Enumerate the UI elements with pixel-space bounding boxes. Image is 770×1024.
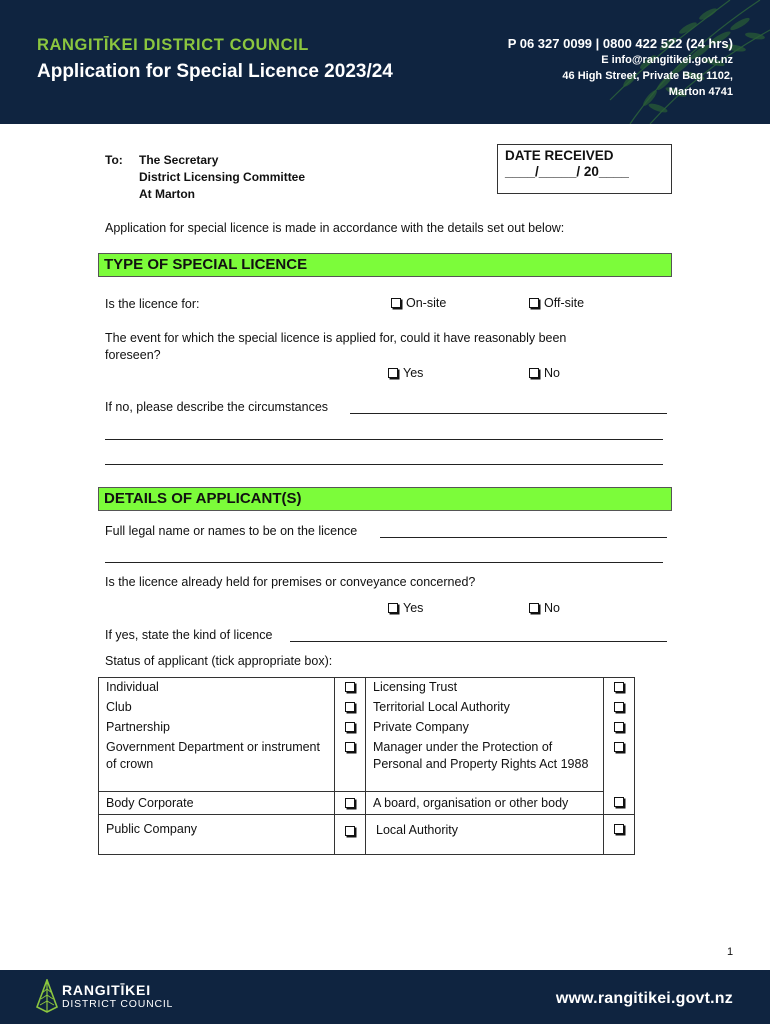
footer-website-link[interactable]: www.rangitikei.govt.nz [555,990,733,1007]
to-label: To: [105,153,123,167]
on-site-checkbox[interactable] [391,296,446,310]
status-board-organisation: A board, organisation or other body [366,791,604,814]
legal-name-question: Full legal name or names to be on the licence [105,524,358,538]
checkbox-icon [388,368,398,378]
status-local-authority-checkbox[interactable] [604,814,635,854]
council-name: RANGITĪKEI DISTRICT COUNCIL [37,36,309,54]
checkbox-icon [614,682,624,692]
postal-address-line1: 46 High Street, Private Bag 1102, [562,70,733,82]
addressee-line1: The Secretary [139,153,219,167]
section-type-of-licence: TYPE OF SPECIAL LICENCE [98,253,672,277]
status-private-company: Private Company [366,718,604,738]
legal-name-input-line2[interactable] [105,562,663,563]
checkbox-icon [388,603,398,613]
status-licensing-trust: Licensing Trust [366,678,604,699]
yes-label: Yes [403,601,424,615]
checkbox-icon [614,702,624,712]
section-details-of-applicants: DETAILS OF APPLICANT(S) [98,487,672,511]
phone-numbers: P 06 327 0099 | 0800 422 522 (24 hrs) [507,36,733,51]
date-received-label: DATE RECEIVED [505,148,614,163]
status-partnership: Partnership [99,718,335,738]
circumstances-input-line1[interactable] [350,413,667,414]
status-private-company-checkbox[interactable] [604,718,635,738]
checkbox-icon [345,722,355,732]
circumstances-input-line2[interactable] [105,439,663,440]
status-individual-checkbox[interactable] [335,678,366,699]
on-site-label: On-site [406,296,447,310]
already-held-yes-checkbox[interactable] [388,601,423,615]
email-address[interactable]: E info@rangitikei.govt.nz [601,54,733,66]
licence-for-question: Is the licence for: [105,297,200,311]
already-held-no-checkbox[interactable] [529,601,560,615]
status-territorial-local-authority-checkbox[interactable] [604,698,635,718]
checkbox-icon [529,298,539,308]
status-licensing-trust-checkbox[interactable] [604,678,635,699]
status-manager-pppr-act: Manager under the Protection of Personal and Property Rights Act 1988 [366,738,604,791]
legal-name-input-line1[interactable] [380,537,667,538]
checkbox-icon [345,742,355,752]
date-received-box [497,144,672,194]
page-header [0,0,770,124]
status-manager-pppr-act-checkbox[interactable] [604,738,635,791]
postal-address-line2: Marton 4741 [668,86,733,98]
page-number: 1 [727,946,734,958]
checkbox-icon [529,368,539,378]
checkbox-icon [345,798,355,808]
already-held-question: Is the licence already held for premises or conveyance concerned? [105,575,476,589]
status-local-authority: Local Authority [366,814,604,854]
no-label: No [544,601,560,615]
kind-of-licence-input-line[interactable] [290,641,667,642]
status-board-organisation-checkbox[interactable] [604,791,635,814]
yes-label: Yes [403,366,424,380]
off-site-label: Off-site [544,296,585,310]
status-public-company: Public Company [99,814,335,854]
checkbox-icon [614,722,624,732]
kind-of-licence-question: If yes, state the kind of licence [105,628,273,642]
status-government-department: Government Department or instrument of crown [99,738,335,791]
status-club: Club [99,698,335,718]
no-label: No [544,366,560,380]
footer-logo-subtitle: DISTRICT COUNCIL [62,998,174,1010]
foreseen-question-line2: foreseen? [105,348,161,362]
intro-text: Application for special licence is made in accordance with the details set out below: [105,221,565,235]
status-public-company-checkbox[interactable] [335,814,366,854]
foreseen-question-line1: The event for which the special licence is applied for, could it have reasonably been [105,331,567,345]
status-individual: Individual [99,678,335,699]
checkbox-icon [614,824,624,834]
circumstances-input-line3[interactable] [105,464,663,465]
status-partnership-checkbox[interactable] [335,718,366,738]
council-logo-icon [35,979,59,1013]
status-question: Status of applicant (tick appropriate box): [105,654,333,668]
checkbox-icon [345,682,355,692]
status-body-corporate-checkbox[interactable] [335,791,366,814]
contact-info [508,36,733,100]
checkbox-icon [614,797,624,807]
addressee-line2: District Licensing Committee [139,170,306,184]
addressee-line3: At Marton [139,187,195,201]
status-territorial-local-authority: Territorial Local Authority [366,698,604,718]
circumstances-question: If no, please describe the circumstances [105,400,329,414]
page-footer [0,970,770,1024]
off-site-checkbox[interactable] [529,296,584,310]
foreseen-yes-checkbox[interactable] [388,366,423,380]
status-body-corporate: Body Corporate [99,791,335,814]
foreseen-no-checkbox[interactable] [529,366,560,380]
form-title: Application for Special Licence 2023/24 [37,61,393,82]
date-received-field[interactable]: ____/_____/ 20____ [505,164,629,179]
footer-logo-name: RANGITĪKEI [62,982,151,998]
checkbox-icon [614,742,624,752]
checkbox-icon [529,603,539,613]
checkbox-icon [391,298,401,308]
checkbox-icon [345,826,355,836]
status-club-checkbox[interactable] [335,698,366,718]
status-government-department-checkbox[interactable] [335,738,366,791]
status-table [98,677,635,855]
checkbox-icon [345,702,355,712]
